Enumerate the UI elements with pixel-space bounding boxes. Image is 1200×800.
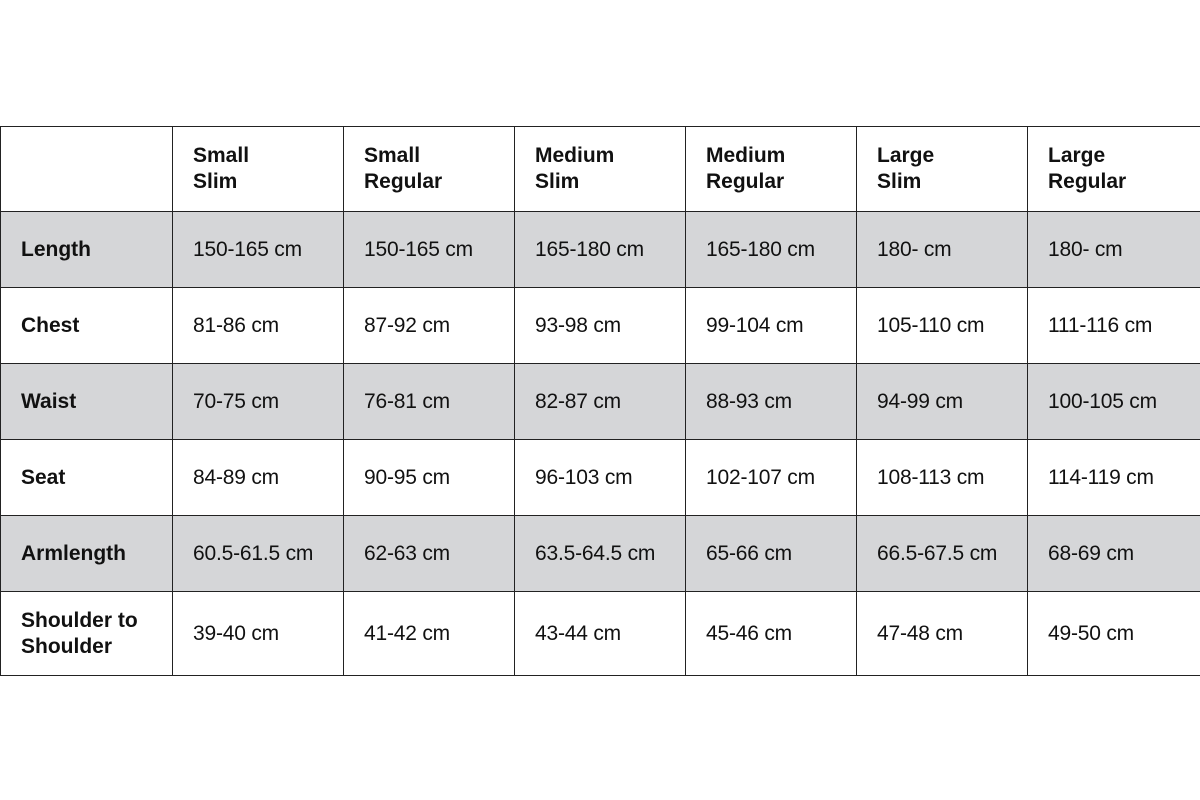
- table-cell: 63.5-64.5 cm: [515, 516, 686, 592]
- table-cell: 87-92 cm: [344, 288, 515, 364]
- row-label-text: Length: [21, 237, 91, 261]
- header-line: Small: [364, 144, 421, 167]
- header-row: [1, 127, 1200, 212]
- table-row-armlength: [1, 516, 1200, 592]
- header-cell-medium-regular: [686, 127, 857, 212]
- header-line: Slim: [535, 170, 580, 193]
- header-cell-small-regular: [344, 127, 515, 212]
- table-cell: 45-46 cm: [686, 592, 857, 676]
- row-label-text: Waist: [21, 389, 77, 413]
- size-chart-table: [0, 126, 1200, 676]
- table-cell: 49-50 cm: [1028, 592, 1200, 676]
- table-cell: 47-48 cm: [857, 592, 1028, 676]
- header-cell-empty: [1, 127, 173, 212]
- table-body: [1, 212, 1200, 676]
- table-cell: 165-180 cm: [515, 212, 686, 288]
- table-row-length: [1, 212, 1200, 288]
- header-cell-large-slim: [857, 127, 1028, 212]
- header-line: Small: [193, 144, 250, 167]
- table-cell: 60.5-61.5 cm: [173, 516, 344, 592]
- table-cell: 102-107 cm: [686, 440, 857, 516]
- header-line: Large: [1048, 144, 1106, 167]
- table-cell: 76-81 cm: [344, 364, 515, 440]
- table-cell: 41-42 cm: [344, 592, 515, 676]
- table-cell: 62-63 cm: [344, 516, 515, 592]
- table-cell: 70-75 cm: [173, 364, 344, 440]
- header-line: Slim: [877, 170, 922, 193]
- header-line: Large: [877, 144, 935, 167]
- table-row-seat: [1, 440, 1200, 516]
- table-cell: 180- cm: [1028, 212, 1200, 288]
- table-row-shoulder-to-shoulder: [1, 592, 1200, 676]
- table-cell: 100-105 cm: [1028, 364, 1200, 440]
- row-label-text: Armlength: [21, 541, 126, 565]
- row-label-text: Seat: [21, 465, 66, 489]
- row-label: [1, 212, 173, 288]
- table-header: [1, 127, 1200, 212]
- table-cell: 105-110 cm: [857, 288, 1028, 364]
- table-cell: 96-103 cm: [515, 440, 686, 516]
- table-row-waist: [1, 364, 1200, 440]
- row-label-text: Chest: [21, 313, 80, 337]
- header-line: Medium: [706, 144, 786, 167]
- row-label-text: Shoulder: [21, 634, 113, 658]
- table-row-chest: [1, 288, 1200, 364]
- row-label: [1, 440, 173, 516]
- table-cell: 82-87 cm: [515, 364, 686, 440]
- table-cell: 68-69 cm: [1028, 516, 1200, 592]
- table-cell: 150-165 cm: [173, 212, 344, 288]
- table-cell: 88-93 cm: [686, 364, 857, 440]
- header-cell-small-slim: [173, 127, 344, 212]
- table-cell: 81-86 cm: [173, 288, 344, 364]
- table-cell: 43-44 cm: [515, 592, 686, 676]
- table-cell: 90-95 cm: [344, 440, 515, 516]
- row-label-text: Shoulder to: [21, 608, 138, 632]
- header-cell-large-regular: [1028, 127, 1200, 212]
- table-cell: 94-99 cm: [857, 364, 1028, 440]
- table-cell: 65-66 cm: [686, 516, 857, 592]
- table-cell: 114-119 cm: [1028, 440, 1200, 516]
- table-cell: 99-104 cm: [686, 288, 857, 364]
- header-line: Slim: [193, 170, 238, 193]
- header-line: Regular: [706, 170, 785, 193]
- row-label: [1, 364, 173, 440]
- table-cell: 108-113 cm: [857, 440, 1028, 516]
- header-line: Regular: [1048, 170, 1127, 193]
- header-line: Medium: [535, 144, 615, 167]
- table-cell: 66.5-67.5 cm: [857, 516, 1028, 592]
- table-cell: 39-40 cm: [173, 592, 344, 676]
- row-label: [1, 516, 173, 592]
- header-line: Regular: [364, 170, 443, 193]
- table-cell: 111-116 cm: [1028, 288, 1200, 364]
- row-label: [1, 288, 173, 364]
- row-label: [1, 592, 173, 676]
- table-cell: 93-98 cm: [515, 288, 686, 364]
- table-cell: 165-180 cm: [686, 212, 857, 288]
- table-cell: 180- cm: [857, 212, 1028, 288]
- table-cell: 84-89 cm: [173, 440, 344, 516]
- header-cell-medium-slim: [515, 127, 686, 212]
- table-cell: 150-165 cm: [344, 212, 515, 288]
